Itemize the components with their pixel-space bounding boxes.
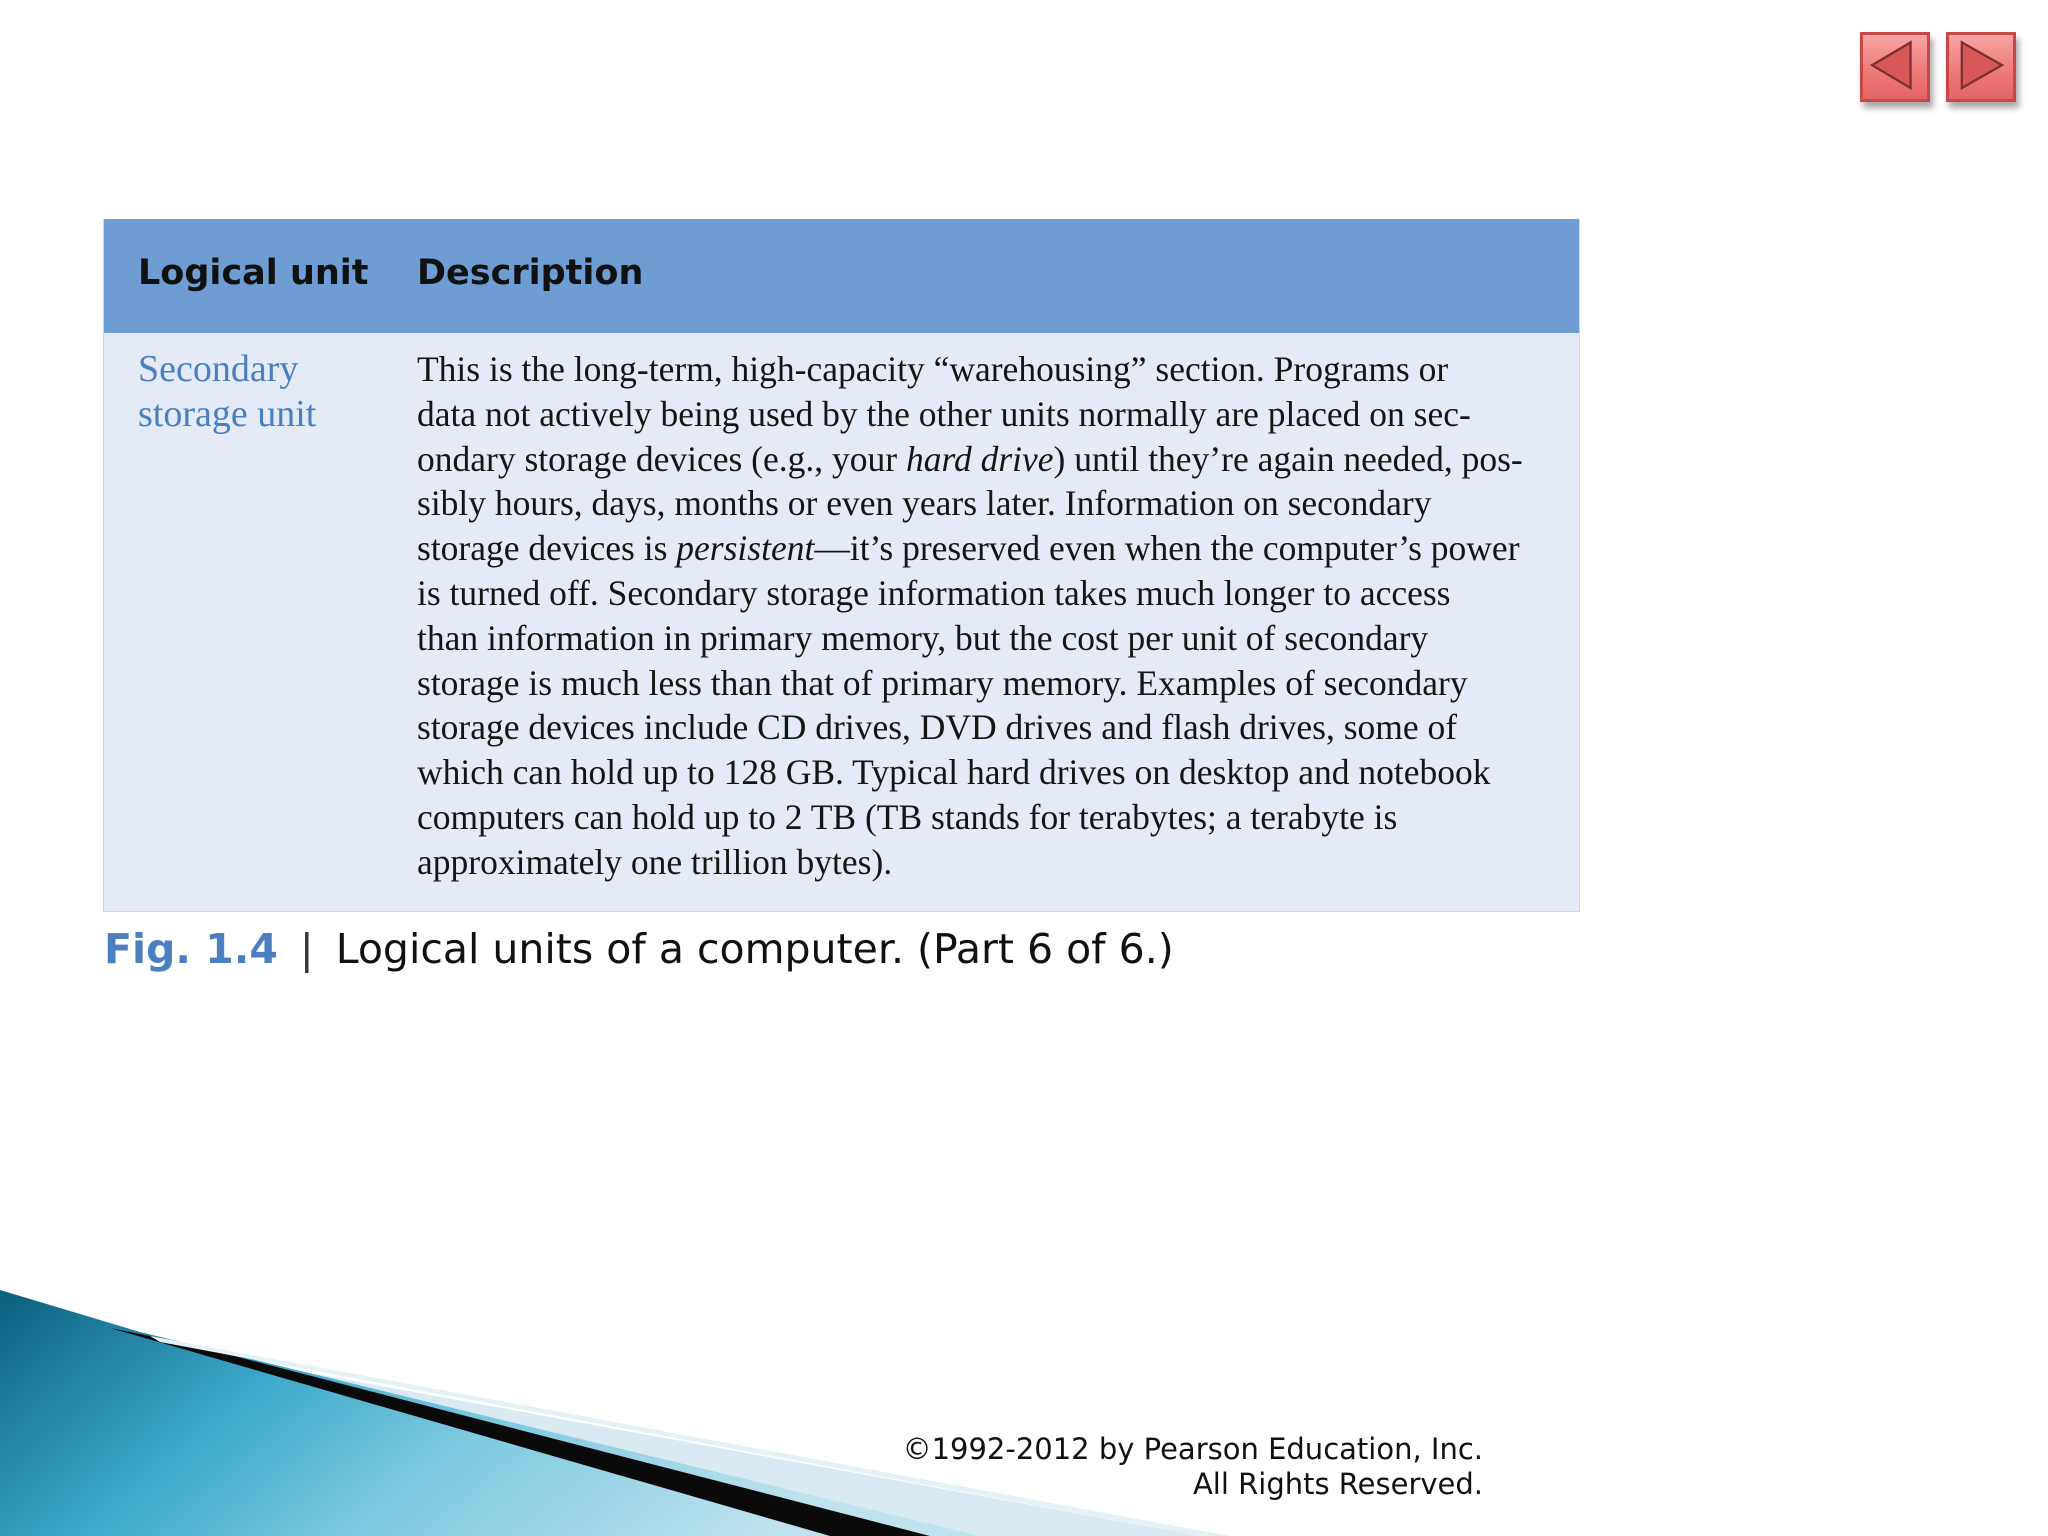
description-line: computers can hold up to 2 TB (TB stands for terabytes; a terabyte is bbox=[417, 796, 1398, 837]
description-line: than information in primary memory, but the cost per unit of secondary bbox=[417, 617, 1429, 658]
description-line: sibly hours, days, months or even years later. Information on secondary bbox=[417, 483, 1432, 524]
copyright-notice bbox=[903, 1432, 1483, 1502]
caption-text: Logical units of a computer. (Part 6 of 6.) bbox=[335, 925, 1174, 973]
next-slide-button[interactable] bbox=[1946, 32, 2016, 102]
left-triangle-icon bbox=[1863, 35, 1927, 99]
figure-caption bbox=[104, 923, 1174, 975]
previous-slide-button[interactable] bbox=[1860, 32, 1930, 102]
copyright-line: ©1992-2012 by Pearson Education, Inc. bbox=[902, 1432, 1483, 1466]
header-description: Description bbox=[417, 253, 644, 293]
description-line: This is the long-term, high-capacity “warehousing” section. Programs or bbox=[417, 349, 1449, 389]
description-line: storage is much less than that of primary memory. Examples of secondary bbox=[417, 662, 1468, 703]
description-text: ) until they’re again needed, pos- bbox=[1053, 438, 1523, 479]
figure-label: Fig. 1.4 bbox=[104, 925, 278, 973]
right-triangle-icon bbox=[1949, 35, 2013, 99]
table-header bbox=[104, 219, 1579, 333]
description-line bbox=[417, 526, 1567, 571]
logical-units-table bbox=[103, 219, 1580, 912]
description-line: is turned off. Secondary storage information takes much longer to access bbox=[417, 572, 1451, 613]
copyright-line: All Rights Reserved. bbox=[1192, 1467, 1483, 1501]
unit-name-cell bbox=[138, 347, 378, 437]
description-line: approximately one trillion bytes). bbox=[417, 841, 893, 882]
description-line: storage devices include CD drives, DVD drives and flash drives, some of bbox=[417, 707, 1458, 748]
unit-name-line: storage unit bbox=[138, 393, 317, 435]
caption-separator: | bbox=[299, 925, 314, 973]
persistent-term: persistent bbox=[676, 528, 815, 569]
description-cell bbox=[417, 347, 1567, 885]
description-text: —it’s preserved even when the computer’s power bbox=[814, 528, 1520, 569]
header-logical-unit: Logical unit bbox=[138, 253, 369, 293]
description-line bbox=[417, 437, 1567, 482]
description-line: data not actively being used by the other units normally are placed on sec- bbox=[417, 393, 1471, 434]
description-text: ondary storage devices (e.g., your bbox=[417, 438, 906, 479]
description-text: storage devices is bbox=[417, 528, 677, 569]
description-line: which can hold up to 128 GB. Typical hard drives on desktop and notebook bbox=[417, 752, 1491, 793]
unit-name-line: Secondary bbox=[138, 348, 299, 390]
hard-drive-term: hard drive bbox=[905, 438, 1054, 479]
